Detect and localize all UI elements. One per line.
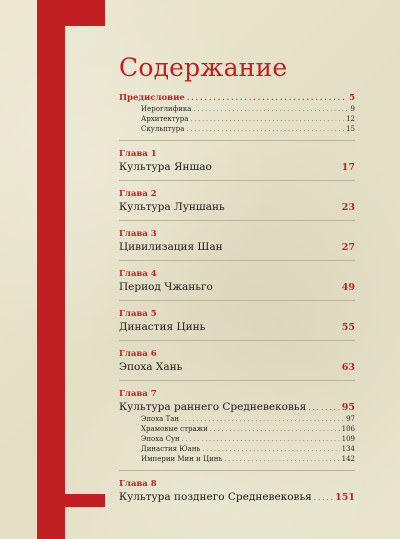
- divider: [119, 180, 355, 181]
- preface-label: Предисловие: [119, 93, 185, 103]
- page-number: 9: [350, 105, 355, 113]
- page-number: 17: [341, 162, 355, 173]
- chapter-title: Период Чжаньго: [119, 281, 213, 293]
- divider: [119, 140, 355, 141]
- toc-chapter-entry[interactable]: [119, 491, 355, 505]
- page-number: 23: [341, 202, 355, 213]
- chapter-title: Эпоха Хань: [119, 361, 183, 373]
- toc-chapter-entry[interactable]: [119, 401, 355, 415]
- dot-leader: [308, 404, 340, 412]
- divider: [119, 220, 355, 221]
- table-of-contents: [119, 93, 355, 505]
- subentry-label: Архитектура: [141, 115, 189, 123]
- page-number: 27: [341, 242, 355, 253]
- page-number: 49: [341, 282, 355, 293]
- subentry-label: Иероглифика: [141, 105, 192, 113]
- red-vertical-band: [37, 0, 65, 539]
- page-number: 63: [341, 362, 355, 373]
- dot-leader: [190, 116, 344, 123]
- chapter-title: Цивилизация Шан: [119, 241, 223, 253]
- chapter-label: Глава 3: [119, 229, 157, 239]
- page-number: 12: [346, 115, 355, 123]
- chapter-title: Культура позднего Средневековья: [119, 491, 312, 503]
- toc-chapter-entry[interactable]: [119, 161, 355, 175]
- page-number: 151: [335, 492, 355, 503]
- toc-subentry[interactable]: [119, 115, 355, 125]
- toc-chapter-entry[interactable]: [119, 321, 355, 335]
- subentry-label: Династия Юань: [141, 445, 201, 453]
- page-number: 142: [341, 455, 355, 463]
- page-number: 15: [346, 125, 355, 133]
- page-number: 134: [341, 445, 355, 453]
- toc-subentry[interactable]: [119, 415, 355, 425]
- dot-leader: [210, 426, 340, 433]
- toc-chapter-entry[interactable]: [119, 281, 355, 295]
- page-number: 5: [349, 93, 355, 103]
- page-number: 106: [341, 425, 355, 433]
- chapter-title: Культура раннего Средневековья: [119, 401, 307, 413]
- chapter-label: Глава 8: [119, 479, 157, 489]
- dot-leader: [182, 436, 340, 443]
- chapter-label: Глава 1: [119, 149, 157, 159]
- subentry-label: Скульптура: [141, 125, 185, 133]
- toc-subentry[interactable]: [119, 105, 355, 115]
- subentry-label: Храмовые стражи: [141, 425, 208, 433]
- page-number: 97: [346, 415, 355, 423]
- toc-subentry[interactable]: [119, 435, 355, 445]
- toc-chapter-entry[interactable]: [119, 361, 355, 375]
- toc-subentry[interactable]: [119, 455, 355, 465]
- dot-leader: [314, 494, 333, 502]
- dot-leader: [202, 446, 339, 453]
- page-number: 95: [341, 402, 355, 413]
- toc-subentry[interactable]: [119, 445, 355, 455]
- chapter-label: Глава 7: [119, 389, 157, 399]
- page-title: Содержание: [119, 53, 288, 82]
- chapter-title: Династия Цинь: [119, 321, 206, 333]
- subentry-label: Эпоха Сун: [141, 435, 180, 443]
- chapter-title: Культура Яншао: [119, 161, 212, 173]
- divider: [119, 470, 355, 471]
- dot-leader: [187, 93, 347, 102]
- chapter-label: Глава 5: [119, 309, 157, 319]
- toc-entry-preface[interactable]: [119, 93, 355, 105]
- subentry-label: Империи Мин и Цинь: [141, 455, 223, 463]
- red-bottom-band: [37, 494, 105, 507]
- toc-chapter-entry[interactable]: [119, 201, 355, 215]
- divider: [119, 260, 355, 261]
- dot-leader: [193, 106, 348, 113]
- toc-subentry[interactable]: [119, 425, 355, 435]
- subentry-label: Эпоха Тан: [141, 415, 180, 423]
- dot-leader: [186, 126, 344, 133]
- chapter-label: Глава 2: [119, 189, 157, 199]
- divider: [119, 300, 355, 301]
- dot-leader: [181, 416, 344, 423]
- chapter-title: Культура Луншань: [119, 201, 225, 213]
- toc-chapter-entry[interactable]: [119, 241, 355, 255]
- red-top-band: [37, 0, 105, 26]
- chapter-label: Глава 6: [119, 349, 157, 359]
- page-number: 109: [341, 435, 355, 443]
- chapter-label: Глава 4: [119, 269, 157, 279]
- toc-subentry[interactable]: [119, 125, 355, 135]
- page-number: 55: [341, 322, 355, 333]
- divider: [119, 340, 355, 341]
- divider: [119, 380, 355, 381]
- dot-leader: [224, 456, 339, 463]
